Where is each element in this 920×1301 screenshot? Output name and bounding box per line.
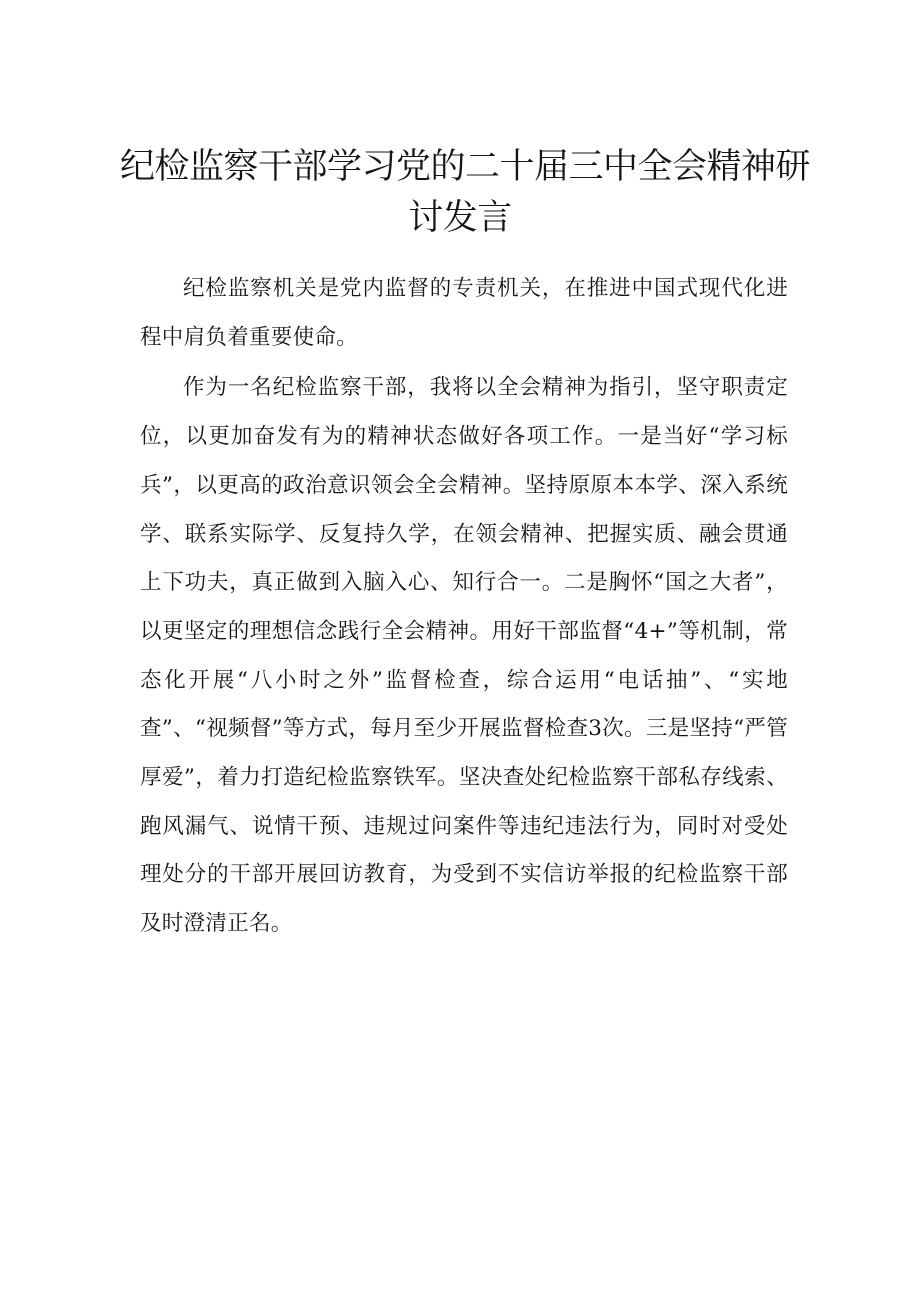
title-line-2: 讨发言 (408, 198, 512, 238)
title-line-1: 纪检监察干部学习党的二十届三中全会精神研 (120, 147, 811, 187)
document-body (140, 265, 788, 951)
paragraph-intro: 纪检监察机关是党内监督的专责机关，在推进中国式现代化进程中肩负着重要使命。 (140, 276, 788, 350)
document-title (120, 142, 811, 244)
paragraph-main: 作为一名纪检监察干部，我将以全会精神为指引，坚守职责定位，以更加奋发有为的精神状态做好各项工作。一是当好“学习标兵”，以更高的政治意识领会全会精神。坚持原原本本学、深入系统学、联系实际学、反复持久学，在领会精神、把握实质、融会贯通上下功夫，真正做到入脑入心、知行合一。二是胸怀“国之大者”，以更坚定的理想信念践行全会精神。用好干部监督“4+”等机制，常态化开展“八小时之外”监督检查，综合运用“电话抽”、“实地查”、“视频督”等方式，每月至少开展监督检查3次。三是坚持“严管厚爱”，着力打造纪检监察铁军。坚决查处纪检监察干部私存线索、跑风漏气、说情干预、违规过问案件等违纪违法行为，同时对受处理处分的干部开展回访教育，为受到不实信访举报的纪检监察干部及时澄清正名。 (140, 375, 788, 937)
